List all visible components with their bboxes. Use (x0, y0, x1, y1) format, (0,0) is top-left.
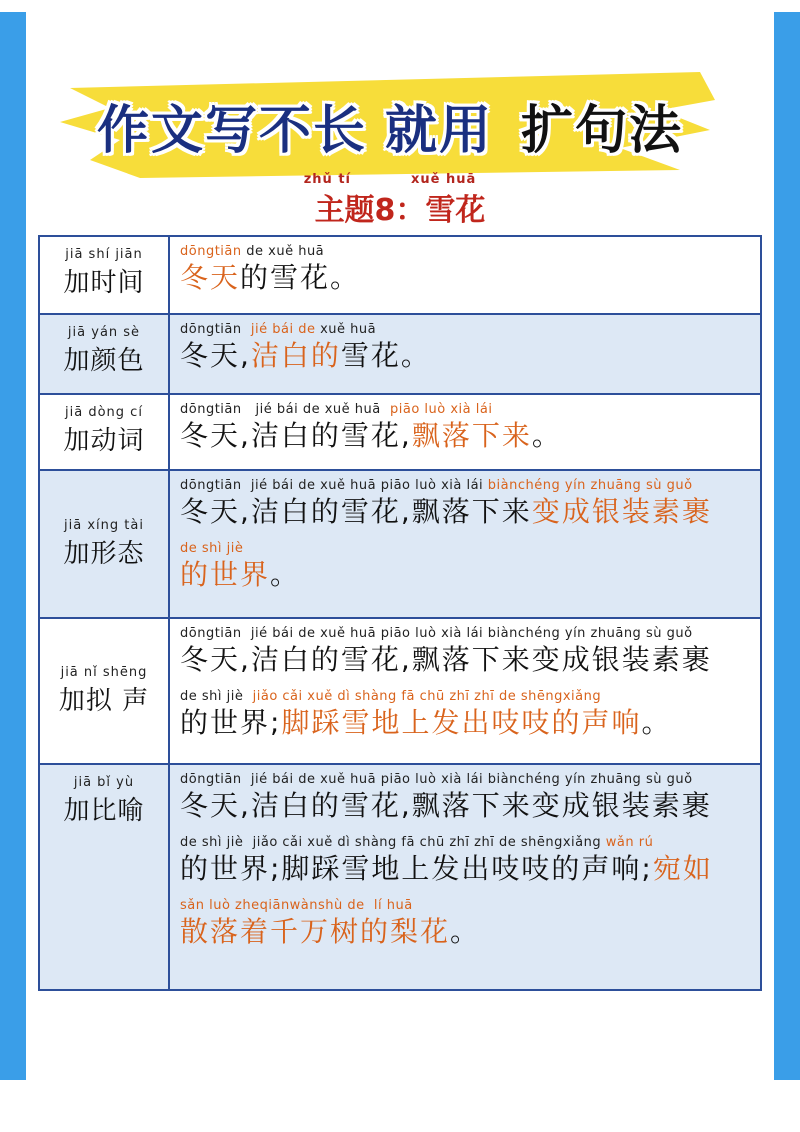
table-row (40, 763, 760, 989)
row-label-pinyin: jiā dòng cí (65, 405, 143, 420)
pinyin-line (180, 401, 750, 418)
hanzi-highlight: 脚踩雪地上发出吱吱的声响 (281, 706, 642, 739)
row-label (63, 775, 144, 989)
hanzi-line (180, 338, 750, 374)
sentence-line (180, 688, 750, 741)
sentence-line (180, 897, 750, 950)
pinyin-segment: dōngtiān jié bái de xuě huā piāo luò xià lái biànchéng yín zhuāng sù guǒ (180, 772, 693, 787)
row-content-cell (170, 237, 760, 313)
table-row (40, 237, 760, 313)
pinyin-highlight: piāo luò xià lái (389, 402, 493, 417)
row-label-pinyin: jiā xíng tài (64, 518, 144, 533)
hanzi-line (180, 851, 750, 887)
row-label-pinyin: jiā bǐ yù (73, 775, 135, 790)
subtitle-pinyin-2: xuě huā (411, 172, 477, 187)
hanzi-segment: 的世界;脚踩雪地上发出吱吱的声响; (180, 852, 653, 885)
pinyin-line (180, 771, 750, 788)
hanzi-line (180, 260, 750, 296)
hanzi-segment: 冬天,洁白的雪花,飘落下来变成银装素裹 (180, 789, 712, 822)
hanzi-segment: 的世界; (180, 706, 282, 739)
sentence-line (180, 834, 750, 887)
row-content-cell (170, 471, 760, 617)
hanzi-line (180, 642, 750, 678)
row-label-text: 加形态 (63, 539, 145, 569)
sentence-line (180, 401, 750, 454)
pinyin-segment: dōngtiān jié bái de xuě huā piāo luò xià lái biànchéng yín zhuāng sù guǒ (180, 626, 693, 641)
table-row (40, 617, 760, 763)
hanzi-segment: 。 (450, 915, 481, 948)
row-label (63, 247, 144, 313)
sentence-line (180, 771, 750, 824)
row-label-text: 加颜色 (63, 346, 145, 376)
hanzi-highlight: 宛如 (652, 852, 713, 885)
row-label-cell (40, 237, 170, 313)
hanzi-line (180, 494, 750, 530)
pinyin-highlight: sǎn luò zheqiānwànshù de lí huā (180, 898, 413, 913)
expansion-table (38, 235, 762, 991)
row-content-cell (170, 395, 760, 469)
pinyin-segment: dōngtiān jié bái de xuě huā (180, 402, 390, 417)
row-label-pinyin: jiā shí jiān (65, 247, 143, 262)
pinyin-segment: dōngtiān (180, 322, 251, 337)
row-label-cell (40, 765, 170, 989)
pinyin-segment: de xuě huā (241, 244, 325, 259)
hanzi-segment: 的雪花。 (240, 261, 361, 294)
subtitle-block (0, 172, 800, 229)
pinyin-highlight: de shì jiè (180, 541, 244, 556)
hanzi-highlight: 飘落下来 (411, 419, 532, 452)
hanzi-highlight: 冬天 (180, 261, 241, 294)
table-row (40, 469, 760, 617)
page-title (60, 88, 720, 163)
pinyin-segment: xuě huā (315, 322, 377, 337)
hanzi-segment: 冬天, (180, 339, 251, 372)
row-label (63, 325, 144, 393)
pinyin-segment: de shì jiè (180, 689, 253, 704)
title-part-1: 作文写不长 (96, 101, 367, 161)
hanzi-highlight: 变成银装素裹 (531, 495, 712, 528)
table-row (40, 393, 760, 469)
row-label-cell (40, 395, 170, 469)
hanzi-highlight: 散落着千万树的梨花 (180, 915, 451, 948)
row-label-text: 加比喻 (63, 796, 145, 826)
row-label-text: 加动词 (63, 426, 145, 456)
pinyin-line (180, 477, 750, 494)
hanzi-segment: 冬天,洁白的雪花,飘落下来变成银装素裹 (180, 643, 712, 676)
row-label-cell (40, 471, 170, 617)
hanzi-highlight: 的世界 (180, 558, 271, 591)
sentence-line (180, 243, 750, 296)
pinyin-highlight: jié bái de (250, 322, 316, 337)
pinyin-highlight: wǎn rú (605, 835, 654, 850)
row-content-cell (170, 315, 760, 393)
hanzi-line (180, 418, 750, 454)
subtitle: 主题8：雪花 (314, 193, 486, 228)
hanzi-line (180, 557, 750, 593)
hanzi-line (180, 788, 750, 824)
row-label (63, 405, 144, 469)
title-part-3: 扩句法 (521, 101, 684, 161)
hanzi-highlight: 洁白的 (250, 339, 341, 372)
sentence-line (180, 477, 750, 530)
row-label-cell (40, 619, 170, 763)
row-label-pinyin: jiā yán sè (67, 325, 141, 340)
hanzi-segment: 雪花。 (340, 339, 431, 372)
pinyin-line (180, 834, 750, 851)
hanzi-segment: 。 (270, 558, 301, 591)
hanzi-line (180, 705, 750, 741)
hanzi-line (180, 914, 750, 950)
pinyin-highlight: biànchéng yín zhuāng sù guǒ (487, 478, 693, 493)
sentence-line (180, 540, 750, 593)
pinyin-line (180, 243, 750, 260)
hanzi-segment: 。 (641, 706, 672, 739)
sentence-line (180, 321, 750, 374)
sentence-line (180, 625, 750, 678)
row-label (59, 665, 149, 717)
pinyin-segment: dōngtiān jié bái de xuě huā piāo luò xià lái (180, 478, 488, 493)
row-label-text: 加时间 (63, 268, 145, 298)
title-banner (60, 70, 720, 180)
row-content-cell (170, 765, 760, 989)
pinyin-line (180, 321, 750, 338)
hanzi-segment: 冬天,洁白的雪花, (180, 419, 412, 452)
pinyin-segment: de shì jiè jiǎo cǎi xuě dì shàng fā chū zhī zhī de shēngxiǎng (180, 835, 606, 850)
table-row (40, 313, 760, 393)
subtitle-pinyin-1: zhǔ tí (303, 172, 351, 187)
row-label-text: 加拟 声 (58, 686, 150, 716)
pinyin-highlight: dōngtiān (180, 244, 242, 259)
row-content-cell (170, 619, 760, 763)
hanzi-segment: 冬天,洁白的雪花,飘落下来 (180, 495, 532, 528)
title-part-2: 就用 (384, 101, 493, 161)
pinyin-line (180, 688, 750, 705)
pinyin-line (180, 897, 750, 914)
row-label (63, 518, 144, 570)
pinyin-line (180, 540, 750, 557)
pinyin-highlight: jiǎo cǎi xuě dì shàng fā chū zhī zhī de shēngxiǎng (252, 689, 602, 704)
row-label-cell (40, 315, 170, 393)
row-label-pinyin: jiā nǐ shēng (60, 665, 148, 680)
pinyin-line (180, 625, 750, 642)
hanzi-segment: 。 (531, 419, 562, 452)
